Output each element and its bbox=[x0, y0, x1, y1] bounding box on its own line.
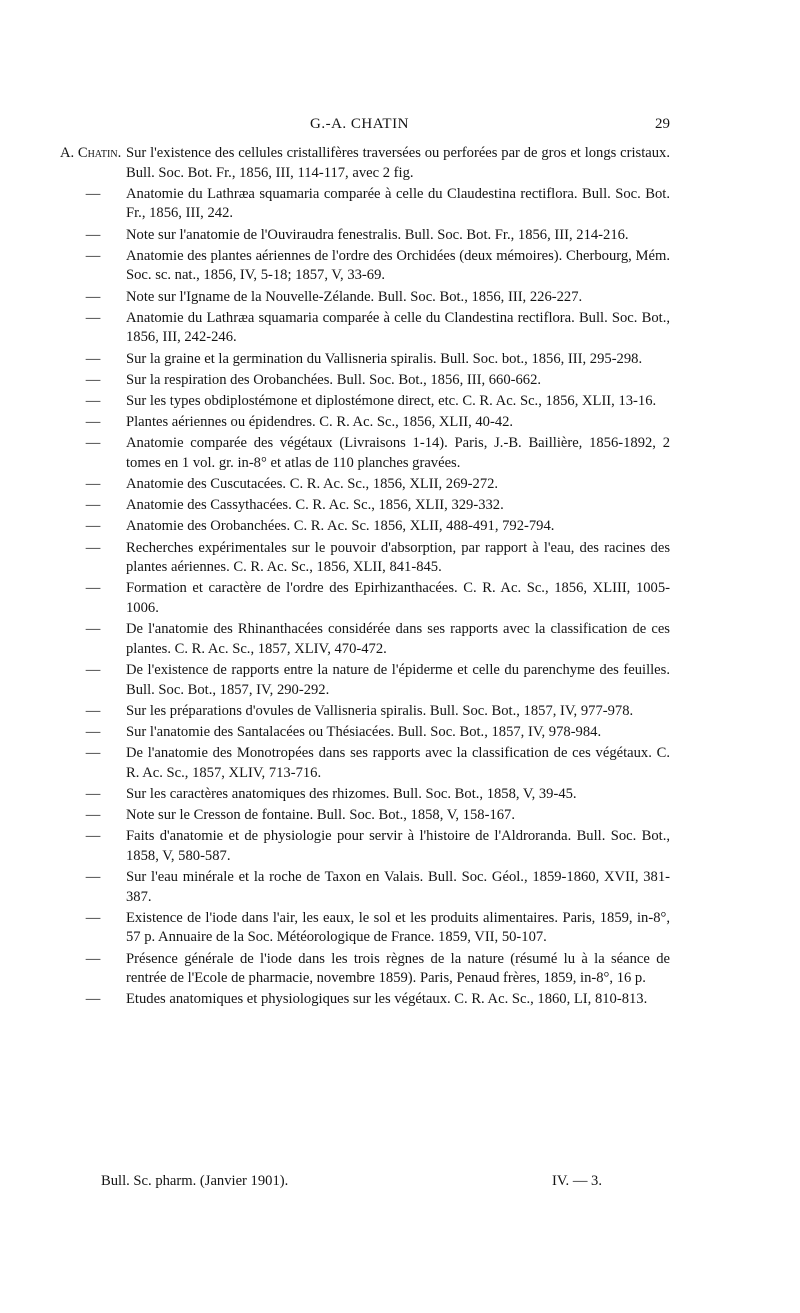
entry-text: Sur les préparations d'ovules de Vallisneria spiralis. Bull. Soc. Bot., 1857, IV, 977-978. bbox=[126, 702, 634, 719]
entry-text: Sur les caractères anatomiques des rhizomes. Bull. Soc. Bot., 1858, V, 39-45. bbox=[126, 785, 577, 802]
entry-text: Existence de l'iode dans l'air, les eaux, le sol et les produits alimentaires. Paris, 1859, in-8°, 57 p. Annuaire de la Soc. Météorologique de France. 1859, VII, 50-107. bbox=[126, 909, 670, 946]
entry-dash: — bbox=[85, 661, 101, 678]
entry-text: Anatomie des Orobanchées. C. R. Ac. Sc. 1856, XLII, 488-491, 792-794. bbox=[126, 518, 555, 535]
entry-text: Présence générale de l'iode dans les trois règnes de la nature (résumé lu à la séance de rentrée de l'Ecole de pharmacie, novembre 1859). Paris, Penaud frères, 1859, in-8°, 16 p. bbox=[126, 950, 670, 987]
entry-dash: — bbox=[85, 392, 101, 409]
entry-text: Anatomie des Cuscutacées. C. R. Ac. Sc., 1856, XLII, 269-272. bbox=[126, 476, 499, 493]
bibliography-entry bbox=[60, 185, 670, 224]
entry-text: Sur la respiration des Orobanchées. Bull. Soc. Bot., 1856, III, 660-662. bbox=[126, 371, 542, 388]
entry-text: Formation et caractère de l'ordre des Epirhizanthacées. C. R. Ac. Sc., 1856, XLIII, 1005-1006. bbox=[126, 580, 670, 616]
entry-dash: — bbox=[85, 745, 101, 762]
bibliography-list bbox=[60, 144, 670, 1012]
entry-text: Sur la graine et la germination du Vallisneria spiralis. Bull. Soc. bot., 1856, III, 295-298. bbox=[126, 350, 643, 367]
bibliography-entry bbox=[60, 288, 670, 308]
entry-text: Etudes anatomiques et physiologiques sur les végétaux. C. R. Ac. Sc., 1860, LI, 810-813. bbox=[126, 991, 648, 1008]
entry-dash: — bbox=[85, 828, 101, 845]
entry-dash: — bbox=[85, 350, 101, 367]
entry-dash: — bbox=[85, 991, 101, 1008]
entry-dash: — bbox=[85, 435, 101, 452]
entry-dash: — bbox=[85, 288, 101, 305]
bibliography-entry bbox=[60, 144, 670, 183]
entry-author: A. Chatin. bbox=[60, 145, 122, 161]
entry-dash: — bbox=[85, 723, 101, 740]
bibliography-entry bbox=[60, 413, 670, 433]
bibliography-entry bbox=[60, 868, 670, 907]
bibliography-entry bbox=[60, 702, 670, 722]
entry-text: Sur l'existence des cellules cristallifères traversées ou perforées par de gros et longs cristaux. Bull. Soc. Bot. Fr., 1856, III, 114-117, avec 2 fig. bbox=[126, 145, 670, 181]
bibliography-entry bbox=[60, 247, 670, 286]
entry-dash: — bbox=[85, 497, 101, 514]
bibliography-entry bbox=[60, 309, 670, 348]
bibliography-entry bbox=[60, 496, 670, 516]
entry-text: De l'anatomie des Monotropées dans ses rapports avec la classification de ces végétaux. C. R. Ac. Sc., 1857, XLIV, 713-716. bbox=[126, 745, 670, 781]
entry-text: Recherches expérimentales sur le pouvoir d'absorption, par rapport à l'eau, des racines des plantes aériennes. C. R. Ac. Sc., 1856, XLII, 841-845. bbox=[126, 539, 670, 576]
bibliography-entry bbox=[60, 371, 670, 391]
entry-dash: — bbox=[85, 309, 101, 326]
entry-dash: — bbox=[85, 621, 101, 638]
entry-dash: — bbox=[85, 539, 101, 556]
entry-dash: — bbox=[85, 247, 101, 264]
entry-text: Anatomie des plantes aériennes de l'ordre des Orchidées (deux mémoires). Cherbourg, Mém. Soc. sc. nat., 1856, IV, 5-18; 1857, V, 33-69. bbox=[126, 247, 670, 284]
footer-journal: Bull. Sc. pharm. (Janvier 1901). bbox=[101, 1173, 289, 1189]
entry-text: Sur les types obdiplostémone et diplostémone direct, etc. C. R. Ac. Sc., 1856, XLII, 13-16. bbox=[126, 392, 657, 409]
bibliography-entry bbox=[60, 744, 670, 783]
entry-dash: — bbox=[85, 950, 101, 967]
running-head: G.-A. CHATIN bbox=[310, 116, 409, 132]
bibliography-entry bbox=[60, 392, 670, 412]
entry-text: Anatomie comparée des végétaux (Livraisons 1-14). Paris, J.-B. Baillière, 1856-1892, 2 tomes en 1 vol. gr. in-8° et atlas de 110 planches gravées. bbox=[126, 435, 670, 471]
bibliography-entry bbox=[60, 579, 670, 618]
page-number: 29 bbox=[655, 116, 670, 132]
entry-dash: — bbox=[85, 702, 101, 719]
bibliography-entry bbox=[60, 723, 670, 743]
entry-text: Note sur l'anatomie de l'Ouviraudra fenestralis. Bull. Soc. Bot. Fr., 1856, III, 214-216. bbox=[126, 226, 629, 243]
entry-dash: — bbox=[85, 518, 101, 535]
bibliography-entry bbox=[60, 827, 670, 866]
entry-dash: — bbox=[85, 869, 101, 886]
bibliography-entry bbox=[60, 517, 670, 537]
entry-dash: — bbox=[85, 807, 101, 824]
bibliography-entry bbox=[60, 539, 670, 578]
page-footer bbox=[101, 1173, 621, 1193]
entry-dash: — bbox=[85, 414, 101, 431]
entry-text: De l'existence de rapports entre la nature de l'épiderme et celle du parenchyme des feuilles. Bull. Soc. Bot., 1857, IV, 290-292. bbox=[126, 661, 670, 698]
bibliography-entry bbox=[60, 226, 670, 246]
entry-text: Sur l'anatomie des Santalacées ou Thésiacées. Bull. Soc. Bot., 1857, IV, 978-984. bbox=[126, 723, 602, 740]
entry-dash: — bbox=[85, 476, 101, 493]
entry-text: Faits d'anatomie et de physiologie pour servir à l'histoire de l'Aldroranda. Bull. Soc. Bot., 1858, V, 580-587. bbox=[126, 828, 670, 864]
entry-dash: — bbox=[85, 226, 101, 243]
entry-dash: — bbox=[85, 185, 101, 202]
footer-signature: IV. — 3. bbox=[552, 1173, 603, 1189]
entry-dash: — bbox=[85, 580, 101, 597]
bibliography-entry bbox=[60, 475, 670, 495]
bibliography-entry bbox=[60, 620, 670, 659]
page-header bbox=[60, 116, 670, 134]
bibliography-entry bbox=[60, 806, 670, 826]
entry-dash: — bbox=[85, 909, 101, 926]
bibliography-entry bbox=[60, 434, 670, 473]
entry-text: De l'anatomie des Rhinanthacées considérée dans ses rapports avec la classification de ces plantes. C. R. Ac. Sc., 1857, XLIV, 470-472. bbox=[126, 621, 670, 657]
bibliography-entry bbox=[60, 661, 670, 700]
bibliography-entry bbox=[60, 785, 670, 805]
entry-text: Anatomie du Lathræa squamaria comparée à celle du Claudestina rectiflora. Bull. Soc. Bot. Fr., 1856, III, 242. bbox=[126, 185, 670, 222]
bibliography-entry bbox=[60, 909, 670, 948]
entry-text: Note sur le Cresson de fontaine. Bull. Soc. Bot., 1858, V, 158-167. bbox=[126, 807, 516, 824]
entry-text: Plantes aériennes ou épidendres. C. R. Ac. Sc., 1856, XLII, 40-42. bbox=[126, 414, 514, 431]
bibliography-entry bbox=[60, 990, 670, 1010]
bibliography-entry bbox=[60, 950, 670, 989]
entry-text: Sur l'eau minérale et la roche de Taxon en Valais. Bull. Soc. Géol., 1859-1860, XVII, 381-387. bbox=[126, 869, 670, 905]
entry-text: Note sur l'Igname de la Nouvelle-Zélande. Bull. Soc. Bot., 1856, III, 226-227. bbox=[126, 288, 583, 305]
entry-text: Anatomie du Lathræa squamaria comparée à celle du Clandestina rectiflora. Bull. Soc. Bot., 1856, III, 242-246. bbox=[126, 309, 670, 346]
bibliography-entry bbox=[60, 350, 670, 370]
entry-text: Anatomie des Cassythacées. C. R. Ac. Sc., 1856, XLII, 329-332. bbox=[126, 497, 504, 514]
entry-dash: — bbox=[85, 371, 101, 388]
entry-dash: — bbox=[85, 785, 101, 802]
